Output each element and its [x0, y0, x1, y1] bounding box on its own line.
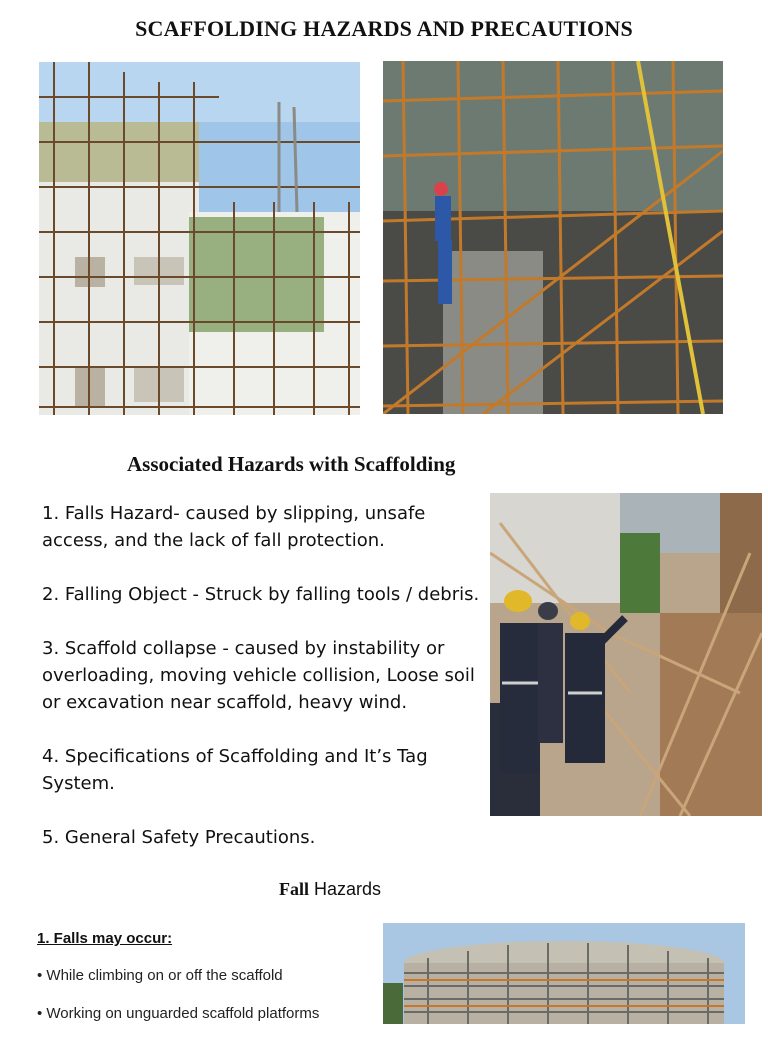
fall-hazards-heading: [279, 879, 381, 900]
collapsed-scaffold-rescue-photo: [490, 493, 762, 816]
list-item: 1. Falls Hazard- caused by slipping, unsafe access, and the lack of fall protection.: [42, 503, 426, 551]
list-item: 2. Falling Object - Struck by falling tools / debris.: [42, 584, 480, 605]
list-item: 4. Specifications of Scaffolding and It’s Tag System.: [42, 746, 428, 794]
list-item: 3. Scaffold collapse - caused by instability or overloading, moving vehicle collision, Loose soil or excavation near scaffold, heavy wind.: [42, 638, 475, 713]
section-heading: Associated Hazards with Scaffolding: [127, 452, 456, 476]
fall-bullets: [37, 966, 319, 1042]
circular-scaffold-structure-photo: [383, 923, 745, 1024]
list-item: 5. General Safety Precautions.: [42, 827, 316, 848]
list-item: • Working on unguarded scaffold platforms: [37, 1005, 320, 1022]
fall-heading-word: Fall: [279, 879, 309, 899]
steel-scaffold-worker-photo: [383, 61, 723, 414]
fall-heading-rest: Hazards: [309, 879, 382, 899]
page-title: SCAFFOLDING HAZARDS AND PRECAUTIONS: [135, 16, 633, 41]
bamboo-scaffold-building-photo: [39, 62, 360, 415]
falls-subheading: 1. Falls may occur:: [37, 930, 173, 947]
hazards-list: [42, 500, 487, 878]
list-item: • While climbing on or off the scaffold: [37, 967, 283, 984]
